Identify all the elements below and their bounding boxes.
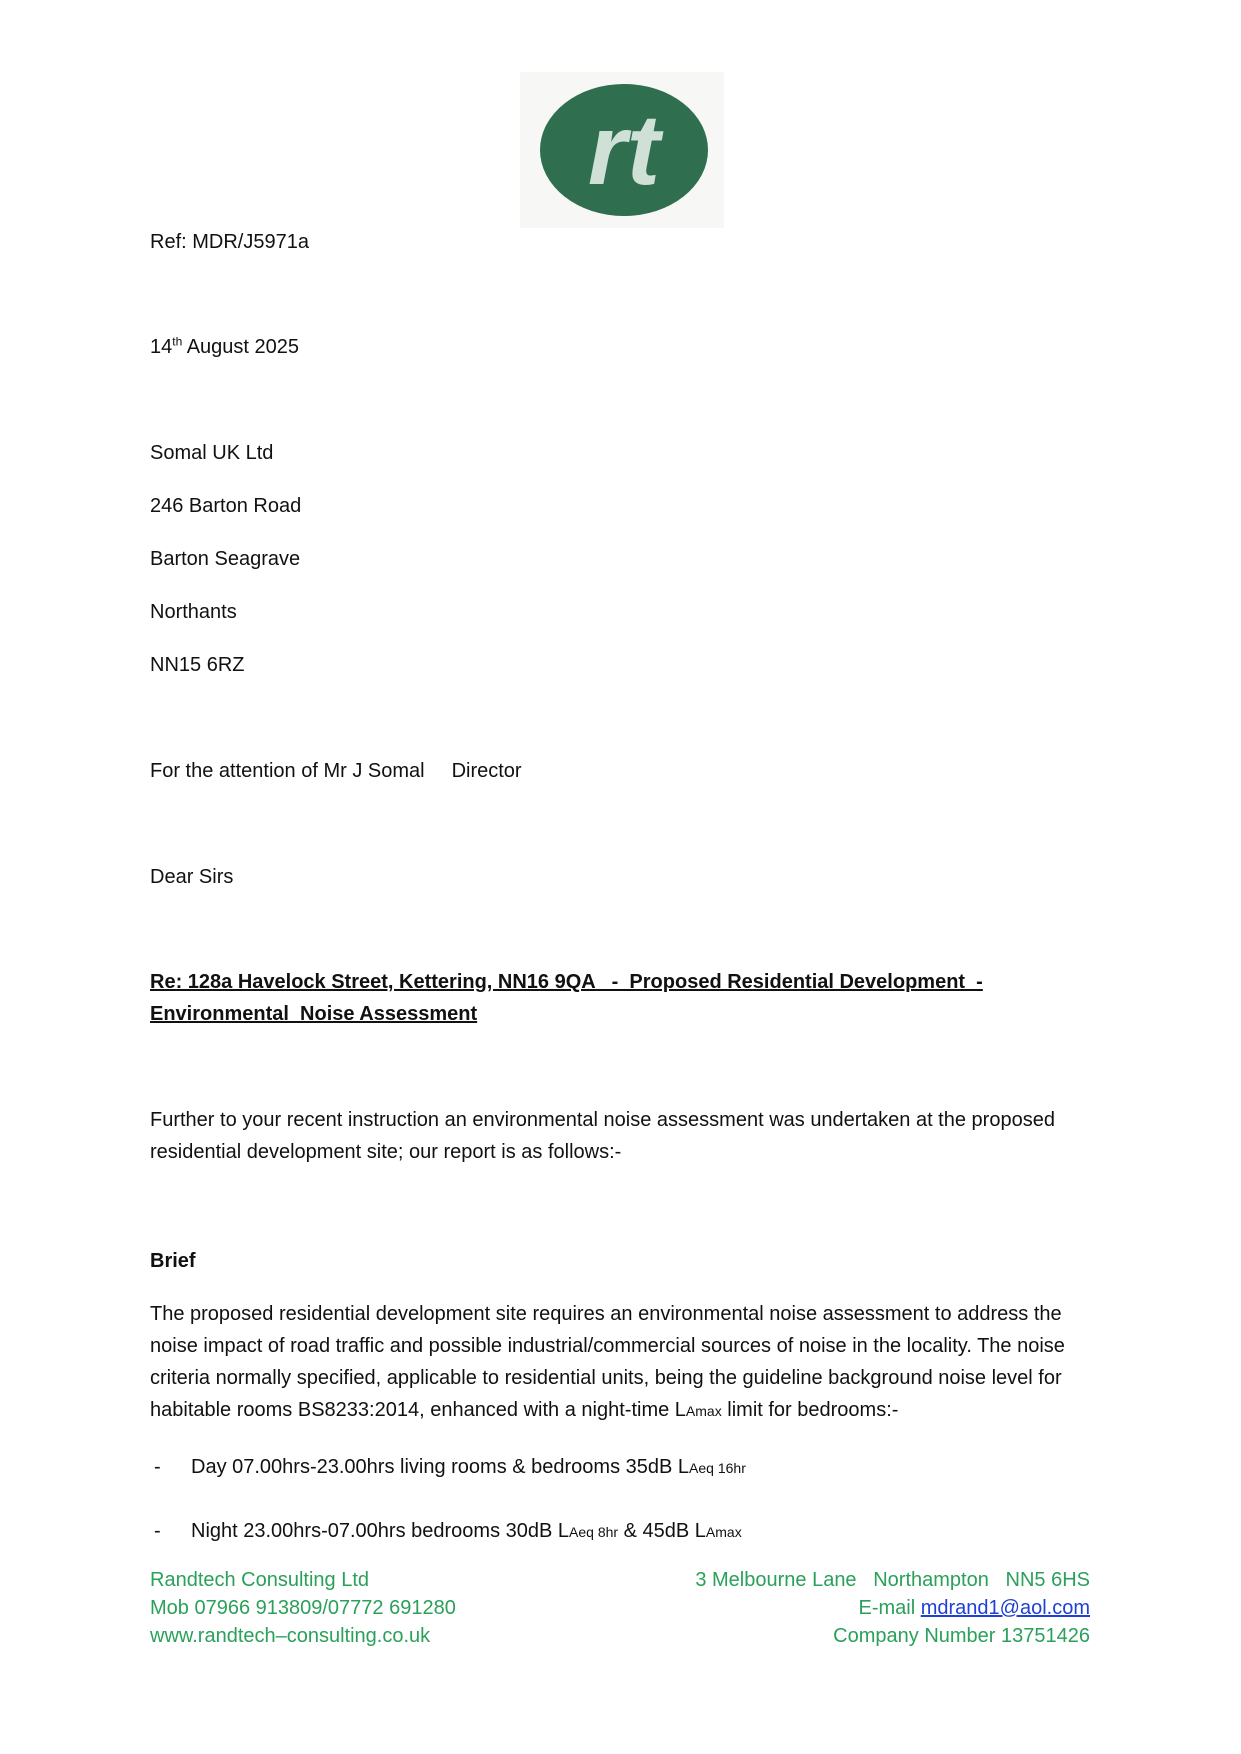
footer-mobile: Mob 07966 913809/07772 691280 — [150, 1597, 456, 1619]
letter-date — [150, 331, 299, 363]
logo-lettering: rt — [587, 94, 661, 206]
brief-body-symbol: L — [674, 1399, 686, 1421]
address-line: Somal UK Ltd — [150, 442, 274, 464]
subject-heading — [150, 966, 983, 1030]
company-logo — [520, 72, 724, 228]
brief-body-end: limit for bedrooms:- — [721, 1399, 899, 1421]
date-suffix: th — [172, 334, 183, 349]
bullet-night-text: Night 23.00hrs-07.00hrs bedrooms 30dB — [191, 1520, 558, 1542]
intro-paragraph: Further to your recent instruction an environmental noise assessment was undertaken at the proposed residential development site; our report is as follows:- — [150, 1109, 1055, 1163]
bullet-day — [191, 1451, 746, 1484]
address-line: NN15 6RZ — [150, 654, 245, 676]
bullet-night-text2: & 45dB — [618, 1520, 695, 1542]
brief-heading: Brief — [150, 1250, 196, 1272]
brief-body-text: The proposed residential development site requires an environmental noise assessment to address the noise impact of road traffic and possible industrial/commercial sources of noise in the locality. The noise criteria normally specified, applicable to residential units, being the guideline background noise level for habitable rooms BS8233:2014, enhanced with a night-time — [150, 1303, 1065, 1421]
attention-role: Director — [451, 760, 522, 782]
bullet-day-symbol: L — [677, 1456, 690, 1478]
footer-email-line — [858, 1594, 1090, 1622]
bullet-day-subscript: Aeq 16hr — [689, 1460, 746, 1476]
date-rest: August 2025 — [186, 336, 300, 358]
bullet-dash: - — [154, 1520, 161, 1542]
bullet-night-symbol2: L — [694, 1520, 706, 1542]
subject-line-2: Environmental Noise Assessment — [150, 1003, 478, 1025]
brief-paragraph — [150, 1298, 1090, 1427]
footer-email-link[interactable]: mdrand1@aol.com — [920, 1597, 1090, 1619]
attention-name: For the attention of Mr J Somal — [150, 760, 425, 782]
salutation: Dear Sirs — [150, 866, 234, 888]
brief-body-subscript: Amax — [685, 1403, 722, 1419]
address-line: 246 Barton Road — [150, 495, 302, 517]
address-line: Barton Seagrave — [150, 548, 301, 570]
subject-line-1: Re: 128a Havelock Street, Kettering, NN16 9QA - Proposed Residential Development - — [150, 971, 983, 993]
date-day: 14 — [150, 336, 173, 358]
address-line: Northants — [150, 601, 237, 623]
bullet-night-symbol: L — [557, 1520, 570, 1542]
footer-address: 3 Melbourne Lane Northampton NN5 6HS — [695, 1569, 1090, 1591]
footer-website: www.randtech–consulting.co.uk — [150, 1625, 431, 1647]
bullet-night-subscript2: Amax — [705, 1524, 742, 1540]
rt-logo-graphic — [520, 72, 724, 228]
attention-line — [150, 755, 522, 787]
footer-email-label: E-mail — [858, 1597, 921, 1619]
bullet-day-text: Day 07.00hrs-23.00hrs living rooms & bedrooms 35dB — [191, 1456, 678, 1478]
footer-company-number: Company Number 13751426 — [833, 1625, 1090, 1647]
footer-company: Randtech Consulting Ltd — [150, 1569, 370, 1591]
bullet-night-subscript: Aeq 8hr — [569, 1524, 619, 1540]
bullet-night — [191, 1515, 742, 1548]
reference: Ref: MDR/J5971a — [150, 231, 309, 253]
bullet-dash: - — [154, 1456, 161, 1478]
